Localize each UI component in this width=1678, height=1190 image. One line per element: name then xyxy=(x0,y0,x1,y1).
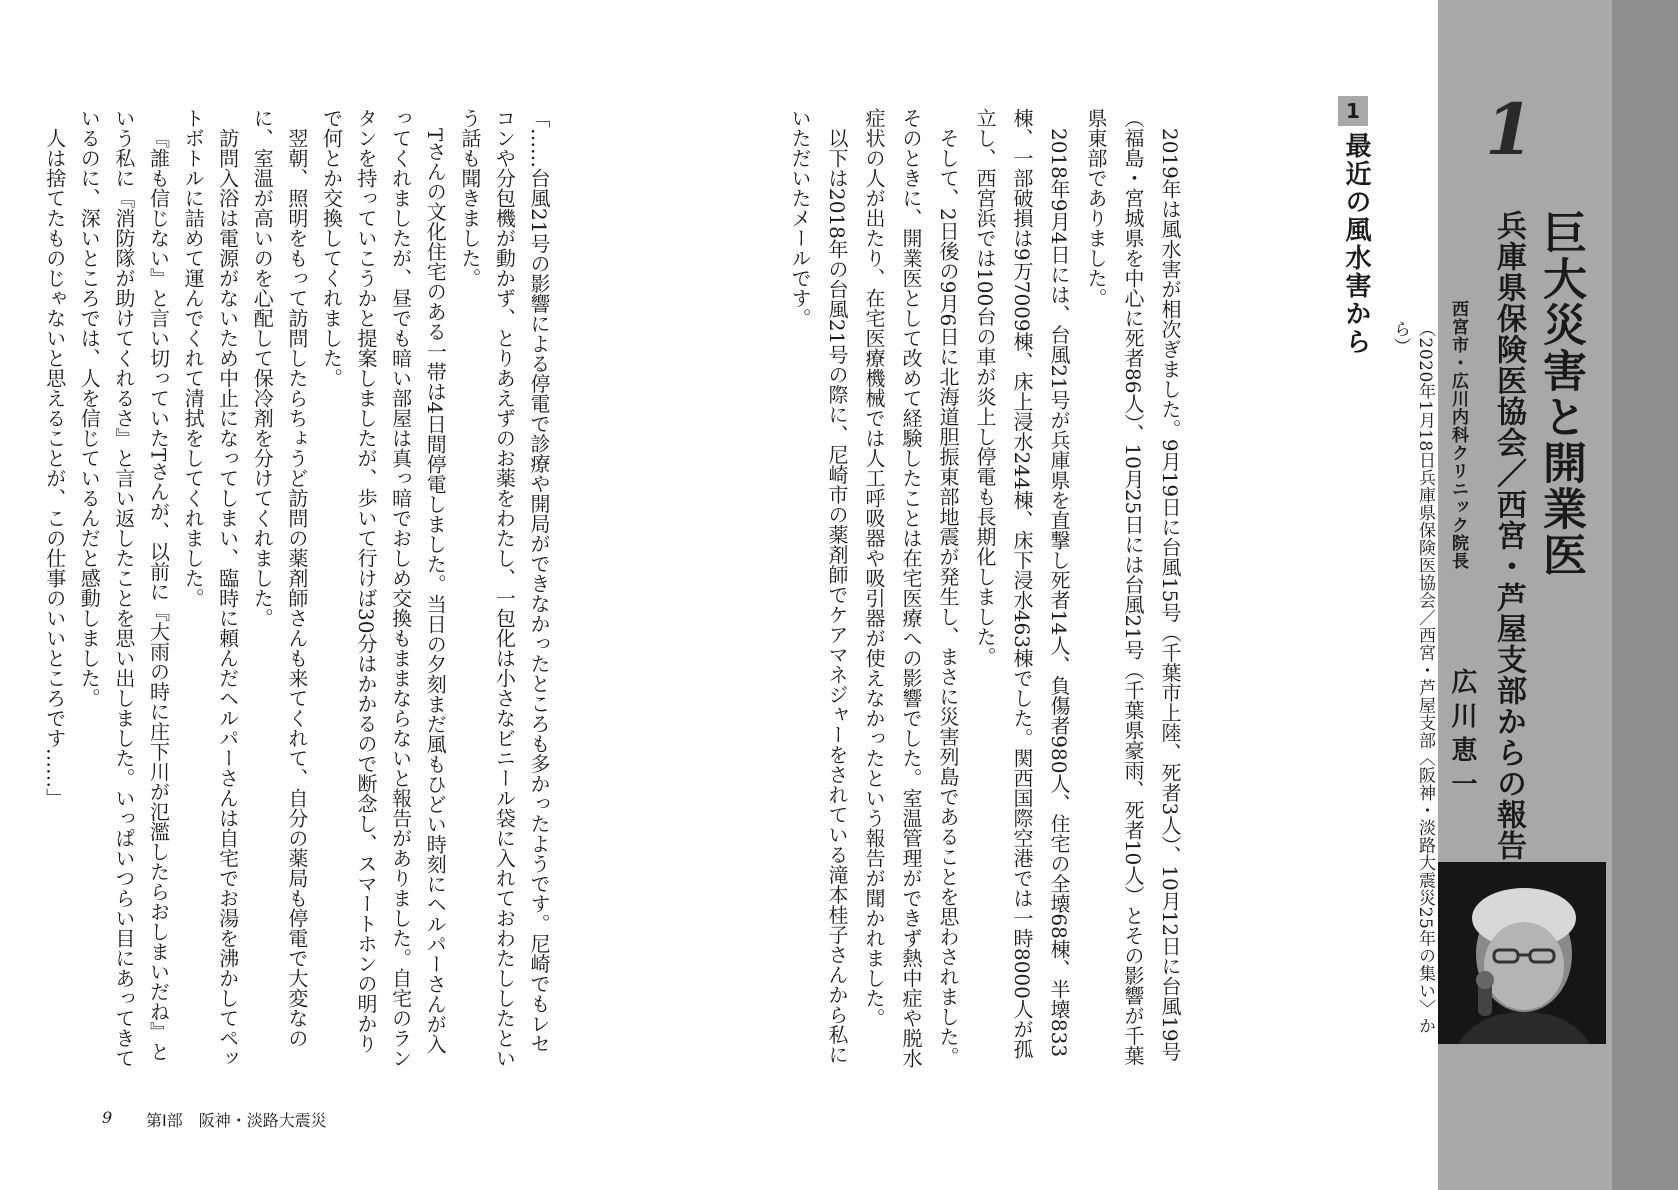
quote-paragraph: 人は捨てたものじゃないと思えることが、この仕事のいいところです……」 xyxy=(42,128,67,808)
quote-paragraph: Tさんの文化住宅のある一帯は4日間停電しました。当日の夕刻まだ風もひどい時刻にヘルパーさんが入ってくれましたが、昼でも暗い部屋は真っ暗でおしめ交換もままならないと報告がありました。自宅のランタンを持っていこうかと提案しましたが、歩いて行けば30分はかかるので断念し、スマートホンの明かりで何とか交換してくれました。 xyxy=(319,108,448,1068)
portrait-image xyxy=(1438,862,1606,1044)
author-portrait xyxy=(1438,862,1606,1044)
quote-paragraph: 翌朝、照明をもって訪問したらちょうど訪問の薬剤師さんも来てくれて、自分の薬局も停電で大変なのに、室温が高いのを心配して保冷剤を分けてくれました。 xyxy=(250,108,309,1048)
chapter-side-band-edge xyxy=(1612,0,1678,1190)
author-affiliation: 西宮市・広川内科クリニック院長 xyxy=(1448,300,1468,570)
body-paragraph: 2018年9月4日には、台風21号が兵庫県を直撃し死者14人、負傷者980人、住宅の全壊68棟、半壊833棟、一部破損は9万7009棟、床上浸水244棟、床下浸水463棟でした。関西国際空港では一時8000人が孤立し、西宮浜では100台の車が炎上し停電も長期化しました。 xyxy=(973,108,1071,1059)
quote-paragraph: 「……台風21号の影響による停電で診療や開局ができなかったところも多かったようです。尼崎でもレセコンや分包機が動かず、とりあえずのお薬をわたし、一包化は小さなビニール袋に入れておわたししたという話も聞きました。 xyxy=(457,108,551,1068)
source-note: （2020年1月18日兵庫県保険医協会／西宮・芦屋支部〈阪神・淡路大震災25年の集い〉から） xyxy=(1390,320,1435,1035)
body-paragraph: そして、2日後の9月6日に北海道胆振東部地震が発生し、まさに災害列島であることを思わされました。そのときに、開業医として改めて経験したことは在宅医療への影響でした。室温管理ができず熱中症や脱水症状の人が出たり、在宅医療機械では人工呼吸器や吸引器が使えなかったという報告が聞かれました。 xyxy=(862,108,960,1068)
quote-paragraph: 『誰も信じない』と言い切っていたTさんが、以前に『大雨の時に庄下川が氾濫したらおしまいだね』という私に『消防隊が助けてくれるさ』と言い返したことを思い出しました。いっぱいつらい目にあってきているのに、深いところでは、人を信じているんだと感動しました。 xyxy=(77,108,171,1068)
main-body-text xyxy=(781,108,1188,1073)
section-title: 最近の風水害から xyxy=(1341,132,1371,356)
chapter-subtitle: 兵庫県保険医協会／西宮・芦屋支部からの報告 xyxy=(1491,210,1526,861)
page-number: 9 xyxy=(102,1108,113,1127)
chapter-title: 巨大災害と開業医 xyxy=(1535,210,1586,578)
running-footer: 第Ⅰ部 阪神・淡路大震災 xyxy=(146,1111,327,1130)
section-number: 1 xyxy=(1338,96,1368,126)
body-paragraph: 以下は2018年の台風21号の際に、尼崎市の薬剤師でケアマネジャーをされている滝本桂子さんから私にいただいたメールです。 xyxy=(788,108,849,1065)
chapter-number: 1 xyxy=(1485,88,1534,171)
author-name: 広川恵一 xyxy=(1447,668,1477,804)
quoted-email xyxy=(37,108,556,1073)
body-paragraph: 2019年は風水害が相次ぎました。9月19日に台風15号（千葉市上陸、死者3人）、10月12日に台風19号（福島・宮城県を中心に死者86人）、10月25日には台風21号（千葉県豪雨、死者10人）とその影響が千葉県東部でありました。 xyxy=(1084,108,1182,1066)
quote-paragraph: 訪問入浴は電源がないため中止になってしまい、臨時に頼んだヘルパーさんは自宅でお湯を沸かしてペットボトルに詰めて運んでくれて清拭をしてくれました。 xyxy=(181,108,240,1068)
